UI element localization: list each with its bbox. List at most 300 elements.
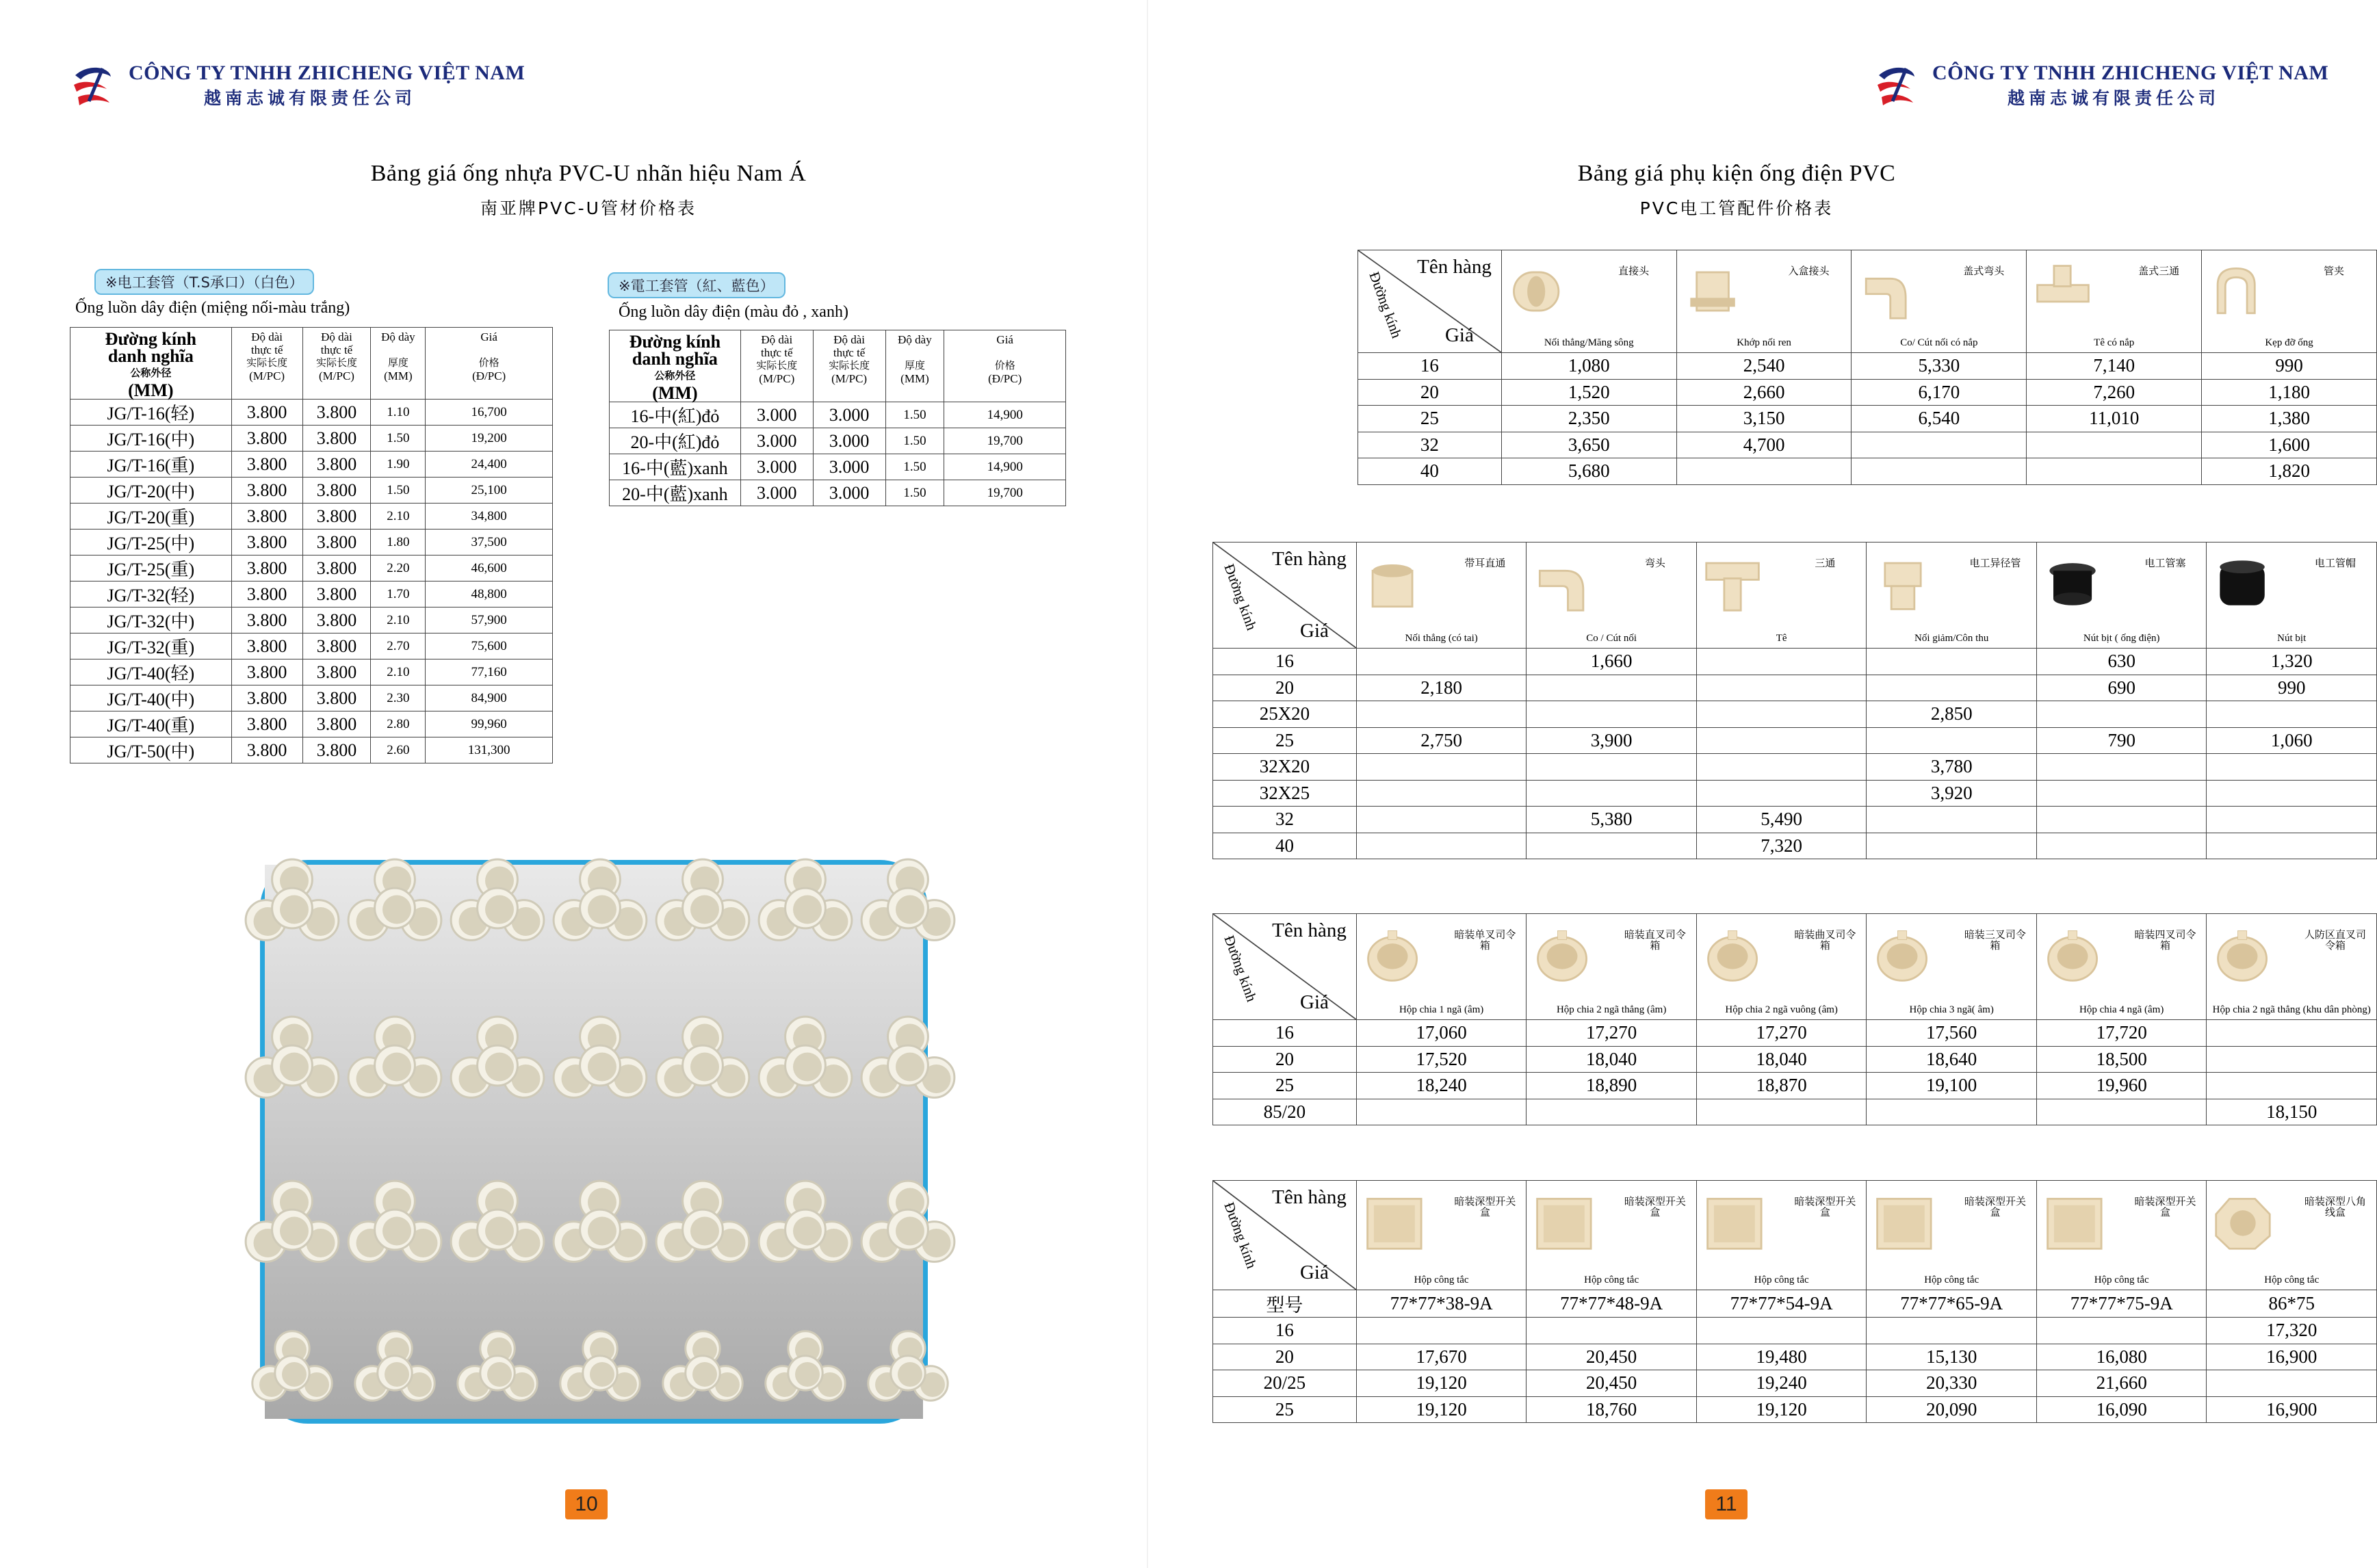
size-cell: 25 [1213, 727, 1357, 754]
price-row [1213, 727, 2377, 754]
product-cn-name: 盖式三通 [2138, 265, 2180, 277]
product-vn-name: Nối giảm/Côn thu [1914, 633, 1989, 644]
cell: 19,700 [944, 480, 1066, 506]
price-cell: 77*77*65-9A [1867, 1290, 2037, 1318]
duong-kinh-label: Đường kính [1221, 1200, 1260, 1271]
price-cell [1527, 701, 1697, 728]
cell: 3.800 [231, 400, 302, 426]
product-vn-name: Khớp nối ren [1737, 337, 1791, 348]
cell: 3.800 [302, 530, 371, 556]
product-cn-name: 暗装深型开关盒 [2134, 1195, 2196, 1218]
tee-icon [1704, 549, 1763, 618]
col-header-thickness: Độ dày 厚度 (MM) [371, 328, 426, 400]
price-cell: 990 [2202, 353, 2377, 380]
product-header [1527, 914, 1697, 1020]
product-cn-name: 电工异径管 [1969, 557, 2021, 569]
duong-kinh-label: Đường kính [1221, 562, 1260, 633]
cell: 1.50 [371, 426, 426, 452]
price-cell [1867, 1099, 2037, 1125]
cell: 3.800 [302, 711, 371, 737]
zhicheng-logo-icon [1872, 62, 1920, 109]
ten-hang-label: Tên hàng [1272, 1186, 1347, 1208]
price-cell [2207, 1046, 2377, 1073]
white-conduit-row [70, 659, 553, 685]
plug-icon [2044, 549, 2103, 618]
price-cell: 2,660 [1676, 379, 1852, 406]
price-cell [1527, 833, 1697, 859]
cell: 75,600 [426, 633, 553, 659]
price-cell [1852, 458, 2027, 485]
company-name-vn: CÔNG TY TNHH ZHICHENG VIỆT NAM [1932, 62, 2329, 84]
product-header [1676, 250, 1852, 353]
switch-box-icon [2044, 1188, 2103, 1256]
cell: 3.000 [740, 454, 813, 480]
col-header-thickness: Độ dày 厚度 (MM) [885, 330, 944, 402]
product-vn-name: Hộp chia 2 ngã thẳng (âm) [1556, 1004, 1667, 1015]
product-header [1696, 914, 1867, 1020]
price-cell: 790 [2036, 727, 2207, 754]
left-page [0, 0, 1147, 1568]
colored-conduit-row [610, 480, 1066, 506]
gia-label: Giá [1300, 991, 1329, 1013]
col-header-length1: Độ dài thực tế 实际长度 (M/PC) [231, 328, 302, 400]
product-header [1696, 543, 1867, 649]
ten-hang-label: Tên hàng [1272, 919, 1347, 941]
price-row [1213, 701, 2377, 728]
cap-icon [2213, 549, 2272, 618]
cell: 3.800 [231, 504, 302, 530]
price-cell: 17,720 [2036, 1020, 2207, 1047]
cell: 2.20 [371, 556, 426, 582]
price-cell: 1,660 [1527, 649, 1697, 675]
colored-conduit-row [610, 454, 1066, 480]
cell: 2.60 [371, 737, 426, 763]
cell: 3.800 [302, 607, 371, 633]
product-vn-name: Tê có nắp [2094, 337, 2135, 348]
price-cell [2207, 754, 2377, 781]
product-header [2207, 543, 2377, 649]
product-header [2207, 914, 2377, 1020]
title-cn: 南亚牌PVC-U管材价格表 [480, 198, 697, 218]
price-cell: 19,240 [1696, 1370, 1867, 1397]
size-cell: 32X25 [1213, 780, 1357, 807]
cell: 3.800 [231, 607, 302, 633]
price-cell: 18,040 [1527, 1046, 1697, 1073]
price-cell: 18,240 [1356, 1073, 1527, 1099]
cell: 3.800 [302, 582, 371, 607]
price-cell: 3,920 [1867, 780, 2037, 807]
price-row [1358, 458, 2377, 485]
cell: 131,300 [426, 737, 553, 763]
price-cell: 7,320 [1696, 833, 1867, 859]
price-cell: 18,640 [1867, 1046, 2037, 1073]
ten-hang-label: Tên hàng [1272, 548, 1347, 570]
product-header [1867, 543, 2037, 649]
product-cn-name: 盖式弯头 [1963, 265, 2005, 277]
price-cell [1676, 458, 1852, 485]
price-cell [1867, 675, 2037, 701]
price-cell: 3,900 [1527, 727, 1697, 754]
size-cell: 20 [1213, 675, 1357, 701]
price-row [1213, 1370, 2377, 1397]
product-cn-name: 暗装深型开关盒 [1454, 1195, 1516, 1218]
price-cell: 86*75 [2207, 1290, 2377, 1318]
product-vn-name: Hộp chia 4 ngã (âm) [2079, 1004, 2164, 1015]
table2-tag: ※電工套管（紅、藍色） [608, 272, 785, 298]
product-header [2036, 914, 2207, 1020]
cell: 2.30 [371, 685, 426, 711]
cell: JG/T-25(重) [70, 556, 232, 582]
size-cell: 16 [1213, 1020, 1357, 1047]
junction-box-icon [1704, 921, 1763, 989]
price-cell [1356, 701, 1527, 728]
price-cell: 1,180 [2202, 379, 2377, 406]
table-corner [1213, 1181, 1357, 1290]
cell: 37,500 [426, 530, 553, 556]
price-cell: 20,330 [1867, 1370, 2037, 1397]
price-cell: 19,100 [1867, 1073, 2037, 1099]
price-row [1213, 1073, 2377, 1099]
price-cell [2207, 1073, 2377, 1099]
table-corner [1358, 250, 1502, 353]
product-vn-name: Hộp chia 3 ngã( âm) [1909, 1004, 1994, 1015]
company-logo [68, 62, 525, 109]
table1-tag: ※电工套管（T.S承口）（白色） [94, 269, 314, 295]
cell: 16,700 [426, 400, 553, 426]
cell: JG/T-25(中) [70, 530, 232, 556]
cell: 2.80 [371, 711, 426, 737]
price-cell: 19,120 [1356, 1396, 1527, 1423]
price-cell: 21,660 [2036, 1370, 2207, 1397]
coupling-icon [1509, 257, 1568, 326]
price-cell: 17,060 [1356, 1020, 1527, 1047]
cell: 14,900 [944, 454, 1066, 480]
cell: 16-中(藍)xanh [610, 454, 741, 480]
cell: 19,700 [944, 428, 1066, 454]
inspection-elbow-icon [1858, 257, 1917, 326]
price-cell: 16,900 [2207, 1396, 2377, 1423]
price-row [1213, 649, 2377, 675]
price-cell [1527, 780, 1697, 807]
duong-kinh-label: Đường kính [1366, 270, 1405, 341]
cell: 2.70 [371, 633, 426, 659]
pipe-clip-icon [2209, 257, 2268, 326]
title-vn: Bảng giá ống nhựa PVC-U nhãn hiệu Nam Á [370, 161, 807, 186]
price-cell: 2,350 [1501, 406, 1676, 432]
price-cell: 7,140 [2027, 353, 2202, 380]
switch-box-icon [1704, 1188, 1763, 1256]
price-cell: 6,170 [1852, 379, 2027, 406]
cell: 19,200 [426, 426, 553, 452]
price-row [1213, 807, 2377, 833]
size-cell: 型号 [1213, 1290, 1357, 1318]
cell: 1.70 [371, 582, 426, 607]
size-cell: 32 [1358, 432, 1502, 458]
cell: 99,960 [426, 711, 553, 737]
page-number-right: 11 [1705, 1489, 1748, 1519]
price-cell: 2,850 [1867, 701, 2037, 728]
junction-box-icon [2213, 921, 2272, 989]
cell: JG/T-32(中) [70, 607, 232, 633]
price-cell [2207, 780, 2377, 807]
price-cell: 16,080 [2036, 1344, 2207, 1370]
product-header [1501, 250, 1676, 353]
cell: JG/T-32(轻) [70, 582, 232, 607]
white-conduit-row [70, 400, 553, 426]
price-cell: 690 [2036, 675, 2207, 701]
cell: 3.800 [302, 685, 371, 711]
product-header [1867, 1181, 2037, 1290]
cell: 1.50 [885, 480, 944, 506]
size-cell: 16 [1358, 353, 1502, 380]
price-cell: 5,490 [1696, 807, 1867, 833]
elbow-icon [1533, 549, 1592, 618]
price-cell: 77*77*38-9A [1356, 1290, 1527, 1318]
price-cell [1852, 432, 2027, 458]
cell: JG/T-32(重) [70, 633, 232, 659]
right-page [1148, 0, 2371, 1568]
white-conduit-row [70, 737, 553, 763]
price-cell: 18,150 [2207, 1099, 2377, 1125]
size-cell: 25 [1213, 1073, 1357, 1099]
table-corner [1213, 543, 1357, 649]
size-cell: 20 [1213, 1046, 1357, 1073]
price-cell [1696, 727, 1867, 754]
size-cell: 40 [1358, 458, 1502, 485]
size-cell: 16 [1213, 1318, 1357, 1344]
product-vn-name: Nối thẳng/Măng sông [1544, 337, 1634, 348]
product-cn-name: 暗装单叉司令箱 [1454, 928, 1516, 952]
price-cell: 77*77*54-9A [1696, 1290, 1867, 1318]
cell: 84,900 [426, 685, 553, 711]
product-vn-name: Nối thẳng (có tai) [1405, 633, 1478, 644]
price-cell: 77*77*48-9A [1527, 1290, 1697, 1318]
cell: 3.800 [231, 737, 302, 763]
price-row [1213, 780, 2377, 807]
product-header [1527, 543, 1697, 649]
zhicheng-logo-icon [68, 62, 116, 109]
accessory-table-1 [1358, 250, 2377, 485]
cell: 3.800 [302, 504, 371, 530]
cell: 20-中(紅)đỏ [610, 428, 741, 454]
product-header [1696, 1181, 1867, 1290]
product-vn-name: Nút bịt [2277, 633, 2307, 644]
cell: 3.000 [813, 480, 885, 506]
product-cn-name: 入盒接头 [1788, 265, 1830, 277]
gia-label: Giá [1299, 1262, 1329, 1283]
price-row [1213, 1046, 2377, 1073]
product-cn-name: 暗装四叉司令箱 [2134, 928, 2196, 952]
accessory-table-2 [1212, 542, 2377, 859]
junction-box-icon [1364, 921, 1423, 989]
colored-conduit-table [609, 330, 1066, 506]
product-header [2202, 250, 2377, 353]
size-cell: 40 [1213, 833, 1357, 859]
col-header-diameter: Đường kính danh nghĩa 公称外径 (MM) [70, 328, 232, 400]
price-cell [2207, 807, 2377, 833]
price-cell: 17,560 [1867, 1020, 2037, 1047]
page-number-left: 10 [565, 1489, 608, 1519]
price-cell: 77*77*75-9A [2036, 1290, 2207, 1318]
pvc-pipes-photo [260, 860, 928, 1424]
cell: 3.000 [740, 402, 813, 428]
cell: 3.800 [302, 556, 371, 582]
octagon-box-icon [2213, 1188, 2272, 1256]
cell: 3.800 [231, 478, 302, 504]
company-logo [1872, 62, 2328, 109]
price-cell [2027, 458, 2202, 485]
size-cell: 25 [1358, 406, 1502, 432]
price-row [1358, 406, 2377, 432]
col-header-length1: Độ dài thực tế 实际长度 (M/PC) [740, 330, 813, 402]
product-vn-name: Hộp công tắc [1924, 1275, 1979, 1285]
cell: 1.50 [885, 428, 944, 454]
price-cell: 3,780 [1867, 754, 2037, 781]
price-cell [1356, 807, 1527, 833]
price-cell [1356, 1099, 1527, 1125]
product-vn-name: Hộp công tắc [2094, 1275, 2149, 1285]
junction-box-icon [1873, 921, 1932, 989]
product-cn-name: 人防区直叉司令箱 [2304, 928, 2366, 952]
price-cell [2036, 807, 2207, 833]
price-cell: 17,520 [1356, 1046, 1527, 1073]
cell: JG/T-20(中) [70, 478, 232, 504]
cell: JG/T-50(中) [70, 737, 232, 763]
price-cell [1527, 1099, 1697, 1125]
price-cell [1696, 675, 1867, 701]
price-row [1213, 1290, 2377, 1318]
price-cell: 3,150 [1676, 406, 1852, 432]
cell: 1.80 [371, 530, 426, 556]
white-conduit-row [70, 426, 553, 452]
price-cell [1527, 754, 1697, 781]
price-cell [2036, 1318, 2207, 1344]
white-conduit-row [70, 711, 553, 737]
cell: JG/T-40(中) [70, 685, 232, 711]
price-cell [1356, 780, 1527, 807]
product-cn-name: 暗装深型开关盒 [1794, 1195, 1856, 1218]
price-cell: 16,900 [2207, 1344, 2377, 1370]
cell: 77,160 [426, 659, 553, 685]
cell: JG/T-40(重) [70, 711, 232, 737]
price-cell [2027, 432, 2202, 458]
size-cell: 32X20 [1213, 754, 1357, 781]
white-conduit-row [70, 685, 553, 711]
price-cell [1867, 1318, 2037, 1344]
price-cell [1696, 649, 1867, 675]
product-vn-name: Hộp công tắc [1414, 1275, 1469, 1285]
product-header [1527, 1181, 1697, 1290]
cell: 3.000 [813, 428, 885, 454]
product-vn-name: Tê [1776, 633, 1787, 644]
cell: 3.800 [302, 426, 371, 452]
cell: JG/T-16(轻) [70, 400, 232, 426]
product-header [1356, 543, 1527, 649]
cell: 20-中(藍)xanh [610, 480, 741, 506]
cell: 3.800 [302, 478, 371, 504]
cell: 3.000 [813, 454, 885, 480]
price-cell: 2,750 [1356, 727, 1527, 754]
white-conduit-row [70, 556, 553, 582]
size-cell: 16 [1213, 649, 1357, 675]
cell: 16-中(紅)đỏ [610, 402, 741, 428]
left-title [287, 161, 889, 220]
price-cell [1356, 833, 1527, 859]
accessory-table-3 [1212, 913, 2377, 1125]
size-cell: 20 [1213, 1344, 1357, 1370]
price-cell: 1,820 [2202, 458, 2377, 485]
price-cell: 19,120 [1696, 1396, 1867, 1423]
switch-box-icon [1873, 1188, 1932, 1256]
price-cell: 5,380 [1527, 807, 1697, 833]
price-cell: 5,680 [1501, 458, 1676, 485]
price-row [1213, 1020, 2377, 1047]
gia-label: Giá [1444, 324, 1474, 346]
cell: 1.50 [885, 454, 944, 480]
price-cell: 18,500 [2036, 1046, 2207, 1073]
gia-label: Giá [1300, 620, 1329, 642]
cell: 3.800 [302, 737, 371, 763]
price-cell [2036, 701, 2207, 728]
price-cell [2207, 1370, 2377, 1397]
price-cell: 4,700 [1676, 432, 1852, 458]
price-cell: 19,120 [1356, 1370, 1527, 1397]
price-cell [1696, 701, 1867, 728]
cell: 48,800 [426, 582, 553, 607]
price-cell: 17,270 [1527, 1020, 1697, 1047]
cell: 14,900 [944, 402, 1066, 428]
product-header [1356, 914, 1527, 1020]
company-name-cn: 越南志诚有限责任公司 [204, 88, 417, 108]
white-conduit-row [70, 633, 553, 659]
price-cell [1356, 754, 1527, 781]
price-row [1358, 432, 2377, 458]
size-cell: 32 [1213, 807, 1357, 833]
white-conduit-table [70, 327, 553, 763]
title-vn: Bảng giá phụ kiện ống điện PVC [1577, 161, 1896, 186]
price-cell [1527, 675, 1697, 701]
product-vn-name: Co / Cút nối [1586, 633, 1637, 644]
product-vn-name: Co/ Cút nối có nắp [1900, 337, 1978, 348]
price-row [1213, 1344, 2377, 1370]
cell: 25,100 [426, 478, 553, 504]
reducer-icon [1873, 549, 1932, 618]
price-cell: 1,320 [2207, 649, 2377, 675]
price-row [1213, 675, 2377, 701]
cell: 3.800 [231, 633, 302, 659]
price-cell [2207, 833, 2377, 859]
box-adapter-icon [1684, 257, 1743, 326]
product-header [2027, 250, 2202, 353]
white-conduit-row [70, 452, 553, 478]
junction-box-icon [2044, 921, 2103, 989]
price-cell [1527, 1318, 1697, 1344]
product-cn-name: 管夹 [2323, 265, 2344, 277]
table-corner [1213, 914, 1357, 1020]
col-header-length2: Độ dài thực tế 实际长度 (M/PC) [302, 328, 371, 400]
price-cell: 630 [2036, 649, 2207, 675]
white-conduit-row [70, 478, 553, 504]
price-cell [2036, 754, 2207, 781]
product-cn-name: 电工管帽 [2314, 557, 2356, 569]
cell: 3.800 [231, 530, 302, 556]
col-header-length2: Độ dài thực tế 实际长度 (M/PC) [813, 330, 885, 402]
product-vn-name: Nút bịt ( ống điện) [2083, 633, 2160, 644]
white-conduit-row [70, 607, 553, 633]
price-cell [1696, 1099, 1867, 1125]
price-cell: 19,960 [2036, 1073, 2207, 1099]
junction-box-icon [1533, 921, 1592, 989]
